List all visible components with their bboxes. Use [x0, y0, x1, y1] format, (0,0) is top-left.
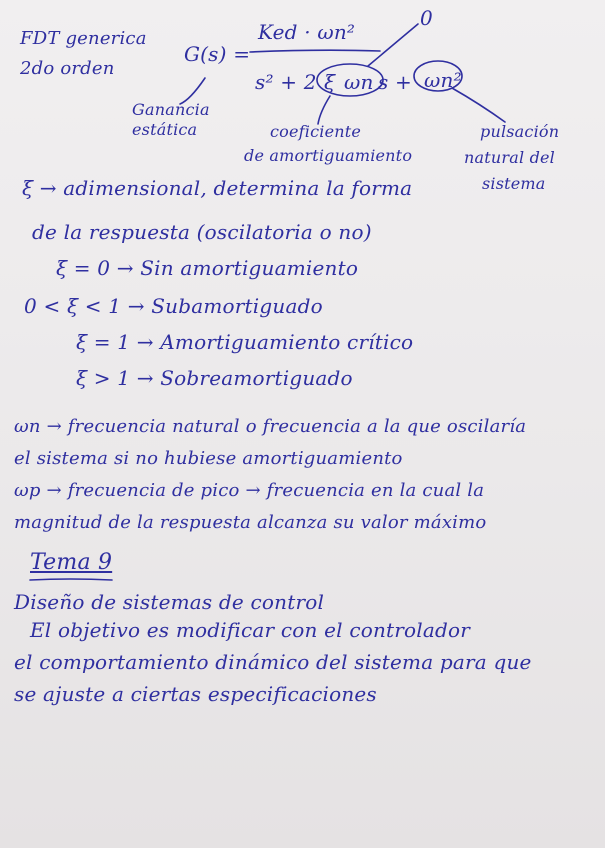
body-line-9: ωp → frecuencia de pico → frecuencia en la cual la [14, 480, 485, 501]
section-underline [30, 579, 112, 580]
tf-denominator-wn: ωn [344, 70, 374, 94]
header-line-2: 2do orden [20, 58, 115, 79]
tf-lhs: G(s) = [184, 42, 251, 66]
tf-denominator-wn2: ωn² [424, 68, 462, 92]
gain-annotation: Ganancia estática [132, 100, 210, 139]
section-line-1: Diseño de sistemas de control [14, 590, 325, 614]
section-line-4: se ajuste a ciertas especificaciones [14, 682, 377, 706]
tf-denominator-xi: ξ [324, 70, 336, 94]
tf-numerator: Ked · ωn² [258, 20, 356, 44]
body-line-3: ξ = 0 → Sin amortiguamiento [56, 256, 359, 280]
body-line-5: ξ = 1 → Amortiguamiento crítico [76, 330, 414, 354]
body-line-4: 0 < ξ < 1 → Subamortiguado [24, 294, 323, 318]
section-line-3: el comportamiento dinámico del sistema para que [14, 650, 532, 674]
body-line-1: ξ → adimensional, determina la forma [22, 176, 413, 200]
zero-mark: 0 [420, 6, 433, 30]
frequency-annotation-3: sistema [482, 174, 546, 193]
fraction-bar [250, 50, 380, 52]
tf-denominator-part1: s² + 2 [255, 70, 317, 94]
body-line-2: de la respuesta (oscilatoria o no) [32, 220, 372, 244]
body-line-10: magnitud de la respuesta alcanza su valor máximo [14, 512, 487, 533]
damping-annotation-1: coeficiente [270, 122, 362, 141]
tf-denominator-part2: s + [378, 70, 412, 94]
section-title: Tema 9 [30, 550, 113, 575]
body-line-7: ωn → frecuencia natural o frecuencia a la que oscilaría [14, 416, 527, 437]
damping-annotation-2: de amortiguamiento [244, 146, 413, 165]
arrow-to-zero [368, 24, 418, 66]
section-line-2: El objetivo es modificar con el controlador [30, 618, 471, 642]
arrow-to-pulsation [452, 88, 505, 122]
body-line-6: ξ > 1 → Sobreamortiguado [76, 366, 353, 390]
body-line-8: el sistema si no hubiese amortiguamiento [14, 448, 403, 469]
frequency-annotation-2: natural del [464, 148, 555, 167]
arrow-to-damping [318, 96, 330, 124]
header-line-1: FDT generica [20, 28, 147, 49]
frequency-annotation-1: pulsación [480, 122, 560, 141]
